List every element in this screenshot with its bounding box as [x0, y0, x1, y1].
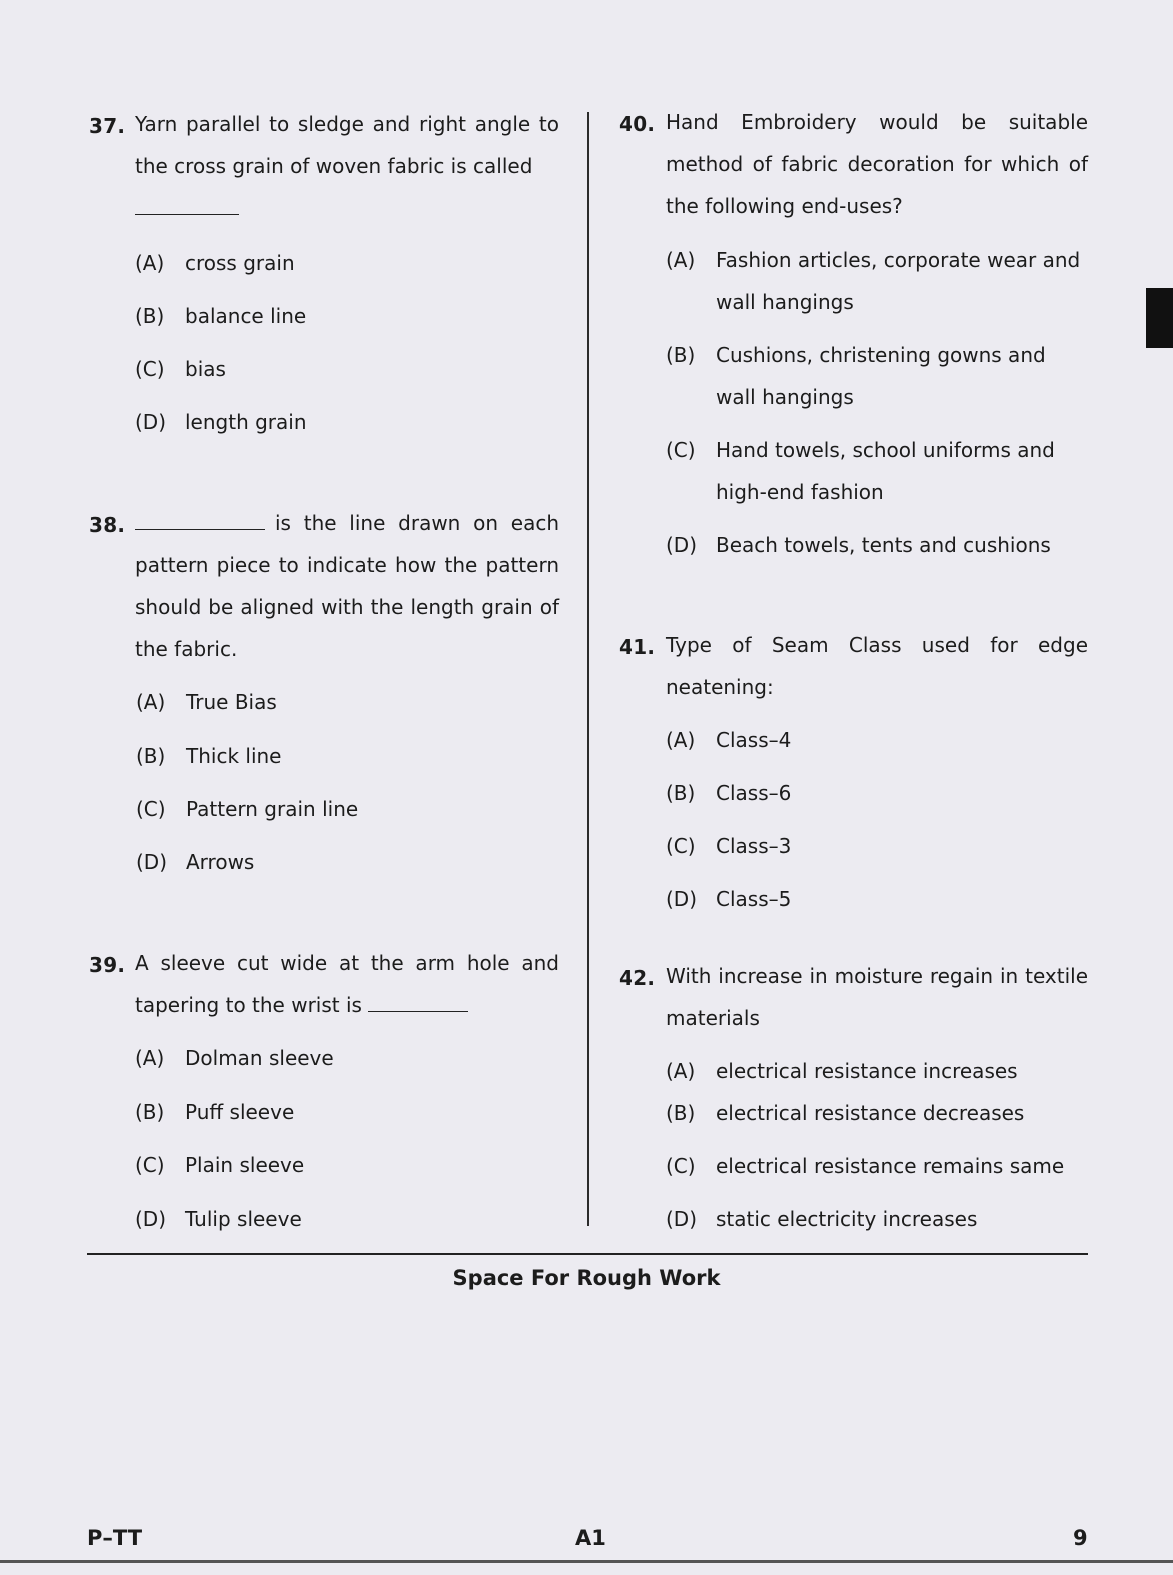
answer-blank: [135, 194, 239, 215]
column-divider: [587, 112, 589, 1226]
page-edge-tab: [1146, 288, 1173, 348]
question-text: Type of Seam Class used for edge neatening:: [666, 633, 1088, 699]
question-text: A sleeve cut wide at the arm hole and tapering to the wrist is: [135, 951, 559, 1017]
question-number: 39.: [89, 953, 126, 977]
question-text: Hand Embroidery would be suitable method of fabric decoration for which of the following end-uses?: [666, 110, 1088, 218]
question-number: 42.: [619, 966, 656, 990]
option-c[interactable]: (C) Hand towels, school uniforms and high-end fashion: [666, 438, 1055, 504]
page-bottom-edge: [0, 1560, 1173, 1563]
footer-paper-code: P–TT: [87, 1526, 143, 1550]
question-number: 37.: [89, 114, 126, 138]
question-number: 40.: [619, 112, 656, 136]
question-number: 41.: [619, 635, 656, 659]
answer-blank: [368, 991, 468, 1012]
question-text: With increase in moisture regain in textile materials: [666, 964, 1088, 1030]
option-b[interactable]: (B) Cushions, christening gowns and wall hangings: [666, 343, 1046, 409]
option-a[interactable]: (A) Fashion articles, corporate wear and wall hangings: [666, 248, 1081, 314]
footer-series: A1: [575, 1526, 606, 1550]
rough-work-heading: Space For Rough Work: [452, 1266, 721, 1290]
question-text: is the line drawn on each pattern piece to indicate how the pattern should be aligned with the length grain of the fabric.: [135, 511, 559, 661]
rough-work-rule: [87, 1253, 1088, 1255]
question-number: 38.: [89, 513, 126, 537]
footer-page-number: 9: [1073, 1526, 1088, 1550]
answer-blank: [135, 509, 265, 530]
question-text: Yarn parallel to sledge and right angle to the cross grain of woven fabric is called: [135, 103, 559, 229]
